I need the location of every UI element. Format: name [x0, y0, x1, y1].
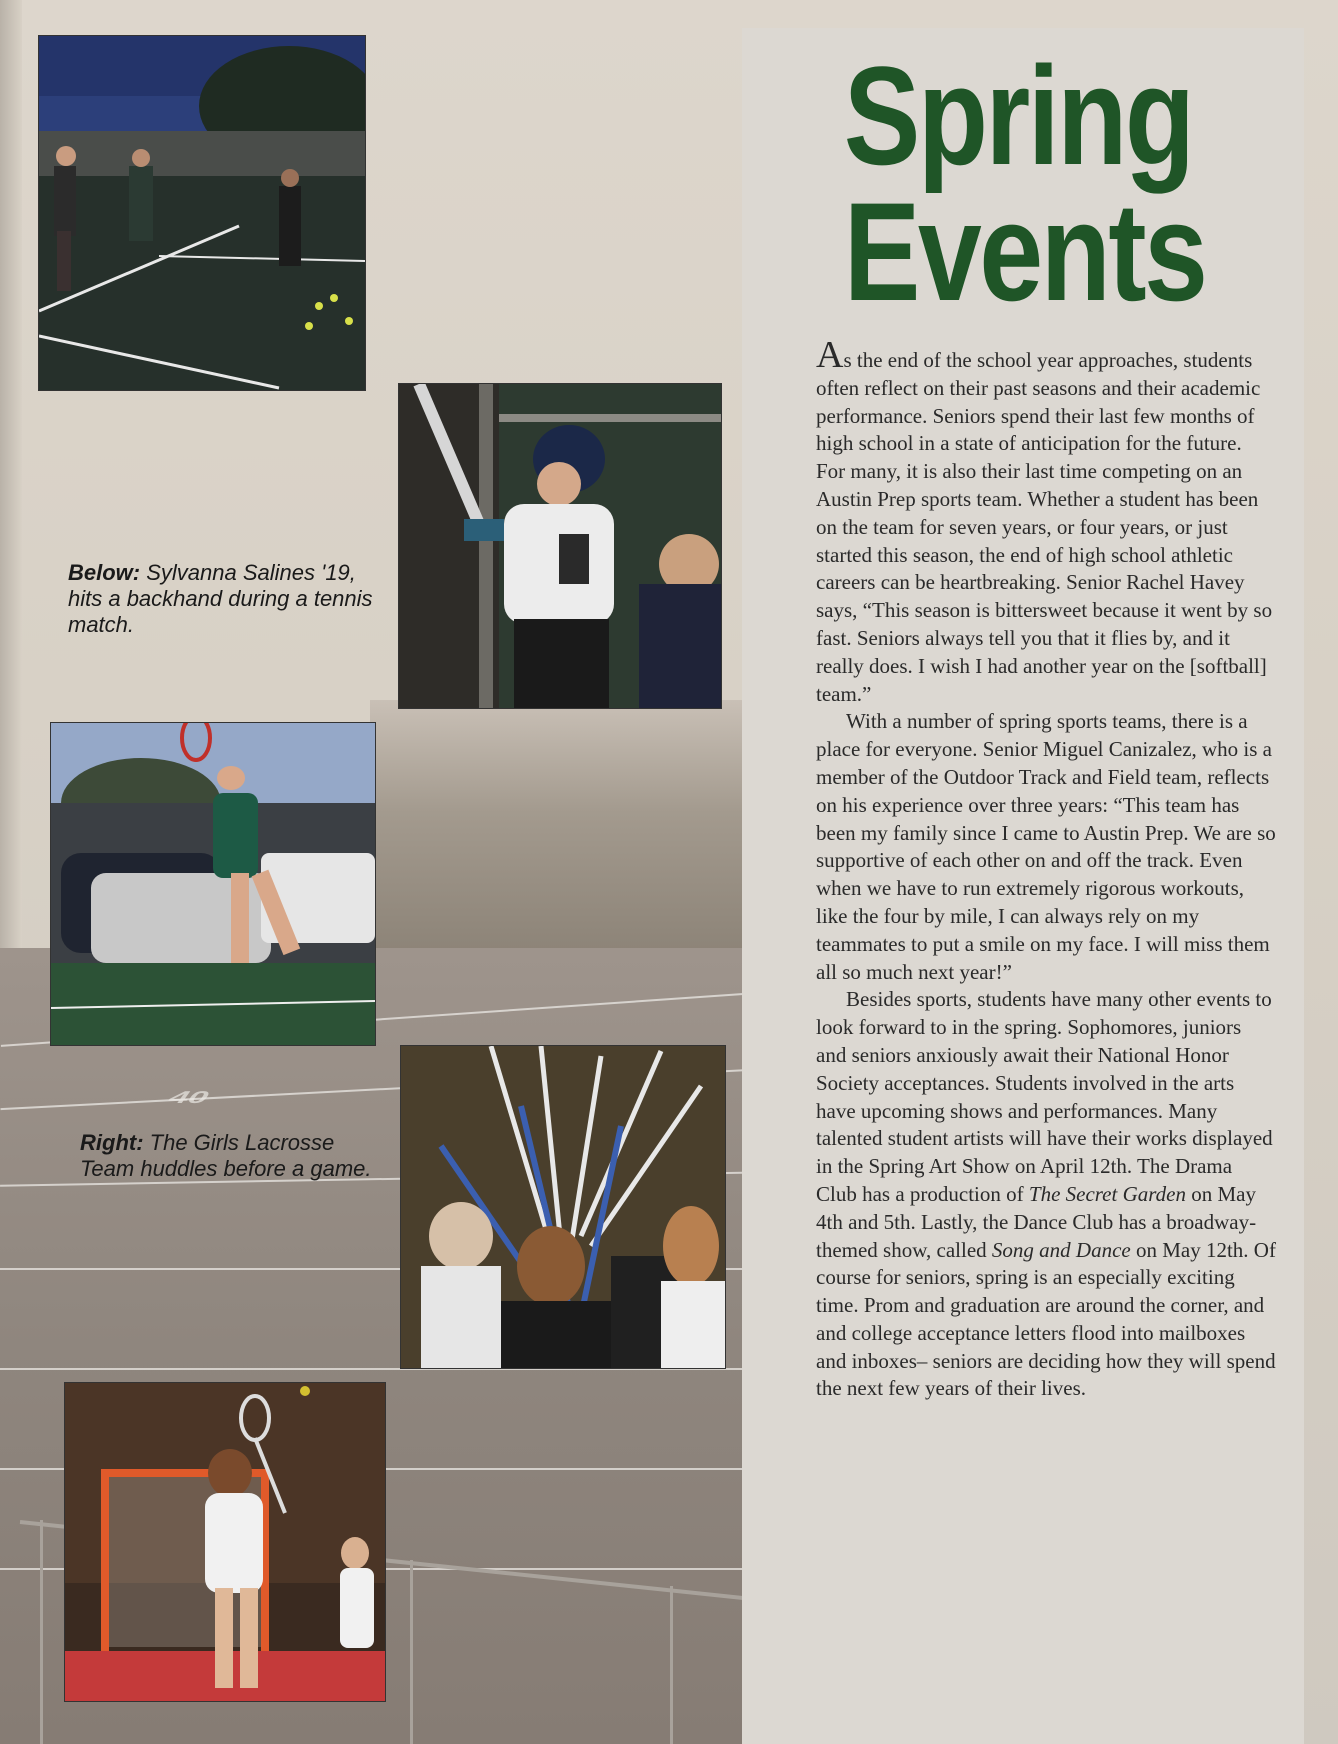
page-title — [843, 37, 1206, 330]
secret-garden-title: The Secret Garden — [1028, 1181, 1186, 1206]
drop-cap: A — [816, 334, 844, 376]
lacrosse-huddle-photo — [400, 1045, 726, 1369]
title-line-2: Events — [843, 173, 1206, 330]
paragraph-3-part-c: on May 12th. Of course for seniors, spring is an especially exciting time. Prom and graduation are around the corner, and and college acceptance letters flood into mailboxes and inboxes– seniors are deciding how they will spend the next few years of their lives. — [816, 1237, 1276, 1401]
softball-batter-photo — [398, 383, 722, 709]
paragraph-3-part-a: Besides sports, students have many other events to look forward to in the spring. Sophomores, juniors and seniors anxiously await their National Honor Society acceptances. Students involved in the arts have upcoming shows and performances. Many talented student artists will have their works displayed in the Spring Art Show on April 12th. The Drama Club has a production of — [816, 987, 1273, 1206]
article-paragraph-2: With a number of spring sports teams, there is a place for everyone. Senior Miguel Canizalez, who is a member of the Outdoor Track and Field team, reflects on his experience over three years: “This team has been my family since I came to Austin Prep. We are so supportive of each other on and off the track. Even when we have to run extremely rigorous workouts, like the four by mile, I can always rely on my teammates to put a smile on my face. I will miss them all so much next year!” — [816, 709, 1276, 984]
article-paragraph-1 — [816, 334, 1276, 708]
caption-right — [80, 1130, 380, 1182]
caption-right-text: The Girls Lacrosse Team huddles before a game. — [80, 1130, 372, 1181]
paragraph-3-part-b: on May 4th and 5th. Lastly, the Dance Club has a broadway-themed show, called — [816, 1181, 1257, 1262]
lacrosse-player-photo — [64, 1382, 386, 1702]
caption-right-lead: Right: — [80, 1130, 144, 1155]
background-trees — [370, 700, 770, 950]
caption-below-lead: Below: — [68, 560, 141, 585]
article-paragraph-3 — [816, 986, 1276, 1403]
title-line-1: Spring — [843, 37, 1193, 194]
caption-below-text: Sylvanna Salines '19, hits a backhand during a tennis match. — [68, 560, 373, 637]
song-and-dance-title: Song and Dance — [991, 1237, 1131, 1262]
caption-below — [68, 560, 388, 638]
lane-marking: 40 — [163, 1087, 215, 1107]
article-body — [816, 334, 1276, 1403]
tennis-practice-photo — [38, 35, 366, 391]
tennis-backhand-photo — [50, 722, 376, 1046]
paragraph-1-text: s the end of the school year approaches, students often reflect on their past seasons and their academic performance. Seniors spend their last few months of high school in a state of anticipation for the future. For many, it is also their last time competing on an Austin Prep sports team. Whether a student has been on the team for seven years, or four years, or just started this season, the end of high school athletic careers can be heartbreaking. Senior Rachel Havey says, “This season is bittersweet because it went by so fast. Seniors always tell you that it flies by, and it really does. I wish I had another year on the [softball] team.” — [816, 348, 1273, 706]
